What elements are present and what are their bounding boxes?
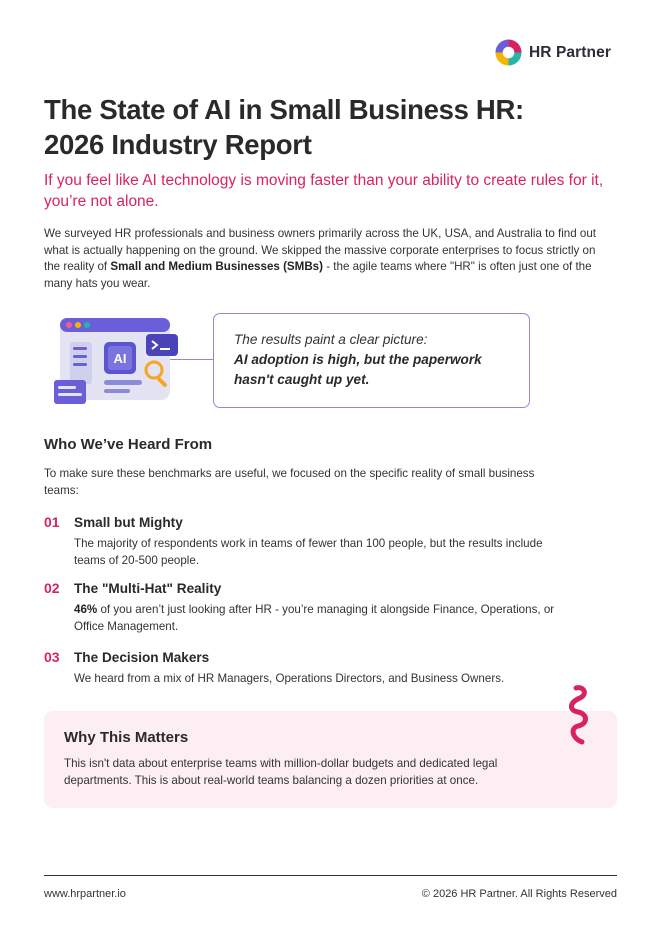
item-title: The Decision Makers: [74, 650, 210, 665]
item-description: [74, 602, 574, 635]
quote-connector-line: [170, 359, 214, 360]
intro-text-after: - the agile teams where "HR" is often just one of the many hats you wear.: [44, 260, 592, 290]
item-description: We heard from a mix of HR Managers, Operations Directors, and Business Owners.: [74, 672, 505, 685]
item-description-stat: 46%: [74, 603, 98, 616]
list-item: [44, 580, 604, 635]
quote-line-2: AI adoption is high, but the paperwork hasn't caught up yet.: [234, 352, 482, 387]
section-heading: Who We’ve Heard From: [44, 436, 213, 453]
list-item: [44, 514, 604, 569]
results-quote-box: [213, 313, 530, 408]
why-this-matters-callout: [44, 711, 617, 808]
footer-divider: [44, 875, 617, 876]
callout-title: Why This Matters: [64, 729, 189, 746]
page-title-line-1: The State of AI in Small Business HR:: [44, 94, 524, 125]
list-item: [44, 649, 604, 688]
footer-copyright: © 2026 HR Partner. All Rights Reserved: [421, 888, 617, 900]
item-number: 01: [44, 514, 60, 530]
item-title: Small but Mighty: [74, 515, 183, 530]
section-intro: To make sure these benchmarks are useful, we focused on the specific reality of small business teams:: [44, 467, 535, 497]
item-number: 02: [44, 580, 60, 596]
item-title: The "Multi-Hat" Reality: [74, 581, 222, 596]
item-description: The majority of respondents work in teams of fewer than 100 people, but the results include teams of 20-500 people.: [74, 537, 543, 567]
intro-paragraph: [44, 226, 604, 292]
page-title: [44, 92, 624, 162]
brand-name: HR Partner: [529, 43, 611, 61]
callout-text: This isn't data about enterprise teams with million-dollar budgets and dedicated legal departments. This is about real-world teams balancing a dozen priorities at once.: [64, 757, 498, 787]
page-subtitle: If you feel like AI technology is moving faster than your ability to create rules for it, you’re not alone.: [44, 172, 604, 210]
item-description-text: of you aren’t just looking after HR - you’re managing it alongside Finance, Operations, or Office Management.: [74, 603, 555, 633]
intro-text-bold: Small and Medium Businesses (SMBs): [110, 260, 323, 274]
intro-text-before: We surveyed HR professionals and business owners primarily across the UK, USA, and Australia to find out what is actually happening on the ground. We skipped the massive corporate enterprises to focus strictly on the reality of: [44, 227, 597, 274]
quote-line-1: The results paint a clear picture:: [234, 332, 428, 347]
hr-partner-logo-icon: [494, 38, 523, 67]
squiggle-decoration-icon: [560, 684, 594, 746]
page-title-line-2: 2026 Industry Report: [44, 129, 312, 160]
brand-logo: [494, 38, 611, 67]
illustration-label: AI: [113, 351, 127, 366]
item-number: 03: [44, 649, 60, 665]
footer-website-link[interactable]: www.hrpartner.io: [44, 888, 126, 900]
ai-dashboard-illustration-icon: [52, 312, 180, 408]
